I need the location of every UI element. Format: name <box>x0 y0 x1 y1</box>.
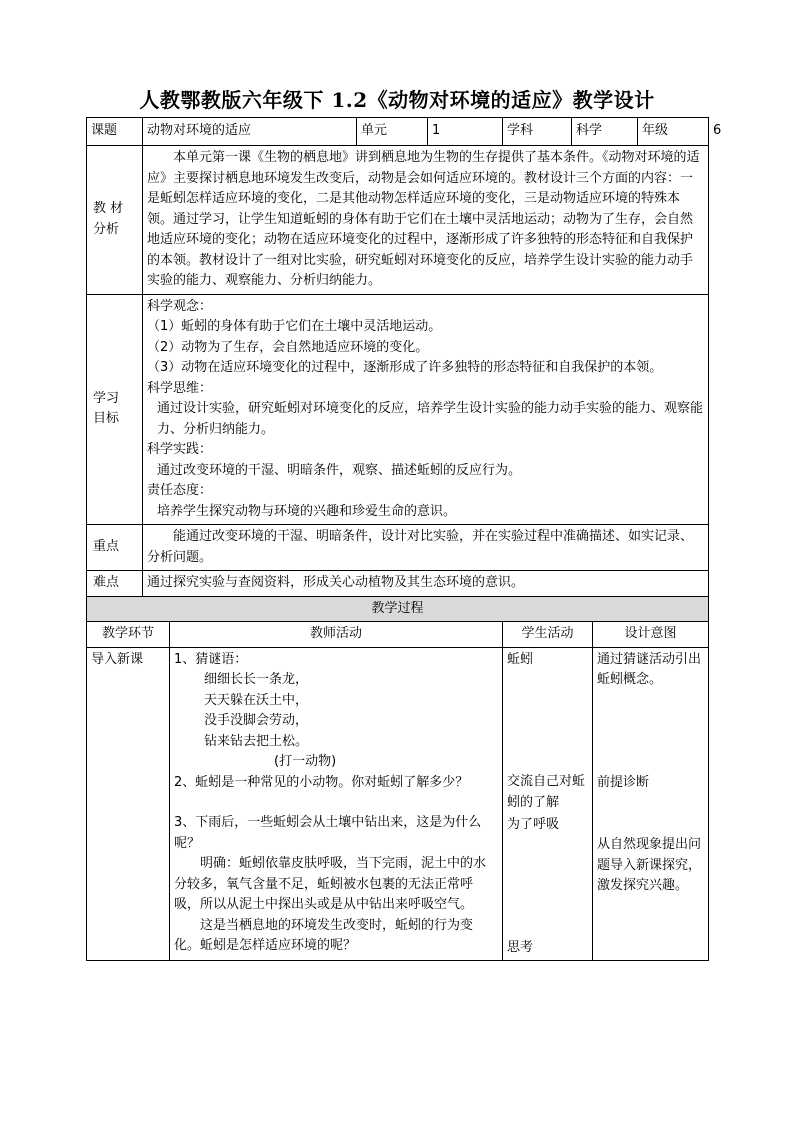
student-response: 思考 <box>507 939 534 955</box>
difficulties-label: 难点 <box>87 571 143 597</box>
attitude-text: 培养学生探究动物与环境的兴趣和珍爱生命的意识。 <box>157 503 457 519</box>
riddle-intro: 1、猜谜语： <box>174 651 248 667</box>
transition: 这是当栖息地的环境发生改变时，蚯蚓的行为变化。蚯蚓是怎样适应环境的呢？ <box>174 917 474 953</box>
col-intent: 设计意图 <box>593 622 709 648</box>
question-3: 3、下雨后，一些蚯蚓会从土壤中钻出来，这是为什么呢？ <box>174 815 482 851</box>
concept-item: （3）动物在适应环境变化的过程中，逐渐形成了许多独特的形态特征和自我保护的本领。 <box>147 360 663 375</box>
concept-item: （2）动物为了生存，会自然地适应环境的变化。 <box>147 339 429 355</box>
riddle-line: 细细长长一条龙， <box>204 672 309 687</box>
student-response: 蚯蚓 <box>507 651 534 667</box>
process-header: 教学过程 <box>87 596 709 622</box>
design-intent <box>593 647 709 961</box>
process-columns-row <box>87 622 709 648</box>
stage-cell: 导入新课 <box>87 647 170 961</box>
process-row <box>87 647 709 961</box>
explanation: 明确：蚯蚓依靠皮肤呼吸，当下完雨，泥土中的水分较多，氧气含量不足，蚯蚓被水包裹的无法正常呼吸，所以从泥土中探出头或是从中钻出来呼吸空气。 <box>174 856 487 912</box>
col-stage: 教学环节 <box>87 622 170 648</box>
topic-value: 动物对环境的适应 <box>143 118 357 146</box>
concept-title: 科学观念： <box>147 298 213 314</box>
topic-label: 课题 <box>87 118 143 146</box>
lesson-plan-table <box>86 117 722 961</box>
col-student: 学生活动 <box>503 622 593 648</box>
goals-content <box>143 294 709 525</box>
thinking-title: 科学思维： <box>147 380 213 396</box>
intent-note: 前提诊断 <box>597 774 650 790</box>
student-response: 交流自己对蚯蚓的了解 <box>507 774 586 810</box>
riddle-line: 没手没脚会劳动， <box>204 713 309 728</box>
grade-label: 年级 <box>638 118 709 146</box>
col-teacher: 教师活动 <box>170 622 503 648</box>
difficulties-row <box>87 571 709 597</box>
concept-item: （1）蚯蚓的身体有助于它们在土壤中灵活地运动。 <box>147 319 442 334</box>
riddle-line: 钻来钻去把土松。 <box>204 733 309 749</box>
key-points-row <box>87 525 709 571</box>
riddle-hint: (打一动物) <box>274 754 337 769</box>
practice-text: 通过改变环境的干湿、明暗条件，观察、描述蚯蚓的反应行为。 <box>157 462 522 478</box>
unit-label: 单元 <box>357 118 428 146</box>
difficulties-text: 通过探究实验与查阅资料，形成关心动植物及其生态环境的意识。 <box>143 571 709 597</box>
process-header-row <box>87 596 709 622</box>
question-2: 2、蚯蚓是一种常见的小动物。你对蚯蚓了解多少？ <box>174 774 469 790</box>
practice-title: 科学实践： <box>147 442 213 457</box>
info-row: 课题 动物对环境的适应 单元 1 学科 科学 年级 6 <box>87 118 709 146</box>
key-points-label: 重点 <box>87 525 143 571</box>
goals-label: 学习 目标 <box>87 294 143 525</box>
subject-value: 科学 <box>572 118 638 146</box>
thinking-text: 通过设计实验，研究蚯蚓对环境变化的反应，培养学生设计实验的能力动手实验的能力、观察能力、分析归纳能力。 <box>157 401 704 437</box>
student-activity <box>503 647 593 961</box>
page-title: 人教鄂教版六年级下 1.2《动物对环境的适应》教学设计 <box>139 88 655 112</box>
analysis-label: 教 材 分析 <box>87 146 143 295</box>
subject-label: 学科 <box>503 118 572 146</box>
riddle-line: 天天躲在沃土中， <box>204 692 309 708</box>
student-response: 为了呼吸 <box>507 817 560 832</box>
goals-row <box>87 294 709 525</box>
teacher-activity <box>170 647 503 961</box>
unit-value: 1 <box>428 118 503 146</box>
intent-note: 通过猜谜活动引出蚯蚓概念。 <box>597 651 702 687</box>
intent-note: 从自然现象提出问题导入新课探究，激发探究兴趣。 <box>597 837 702 893</box>
analysis-text: 本单元第一课《生物的栖息地》讲到栖息地为生物的生存提供了基本条件。《动物对环境的适应》主要探讨栖息地环境发生改变后，动物是会如何适应环境的。教材设计三个方面的内容：一是蚯蚓怎样适应环境的变化，二是其他动物怎样适应环境的变化，三是动物适应环境的特殊本领。通过学习，让学生知道蚯蚓的身体有助于它们在土壤中灵活地运动；动物为了生存，会自然地适应环境的变化；动物在适应环境变化的过程中，逐渐形成了许多独特的形态特征和自我保护的本领。教材设计了一组对比实验，研究蚯蚓对环境变化的反应，培养学生设计实验的能力动手实验的能力、观察能力、分析归纳能力。 <box>143 146 709 295</box>
key-points-text: 能通过改变环境的干湿、明暗条件，设计对比实验，并在实验过程中准确描述、如实记录、分析问题。 <box>143 525 709 571</box>
attitude-title: 责任态度： <box>147 483 213 498</box>
analysis-row <box>87 146 709 295</box>
